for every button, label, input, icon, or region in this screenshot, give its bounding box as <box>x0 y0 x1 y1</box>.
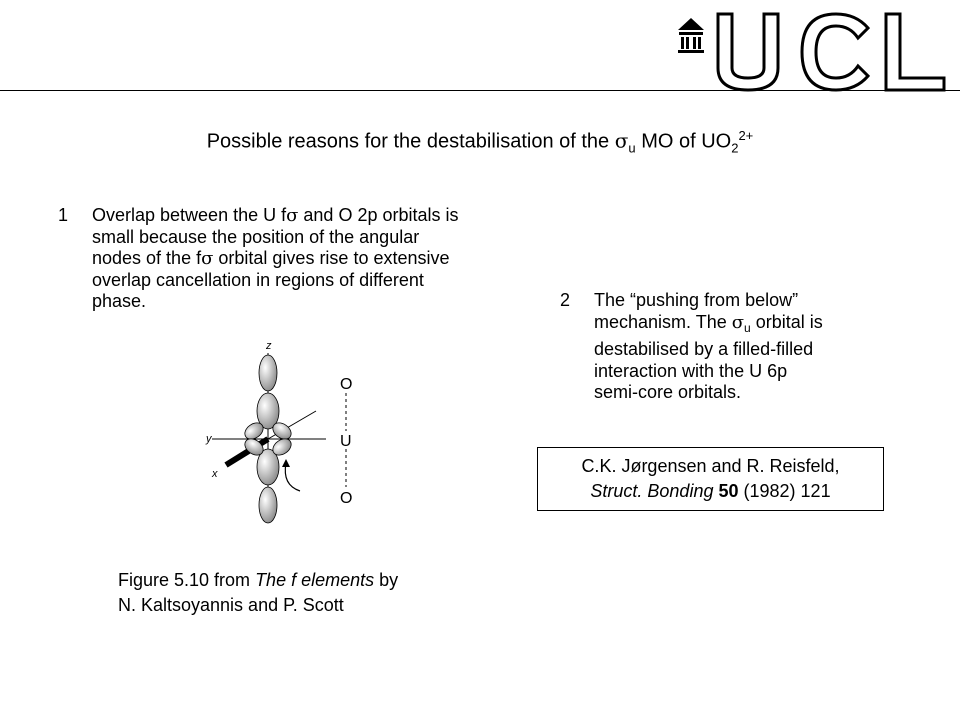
atom-u: U <box>340 433 352 450</box>
logo-text: UCL <box>678 6 681 7</box>
label-x: x <box>212 468 218 480</box>
bottom-outer-lobe <box>259 487 277 523</box>
label-z: z <box>266 340 272 352</box>
portico-icon <box>678 18 704 53</box>
point-1-number: 1 <box>58 205 69 225</box>
f-sigma-orbital-figure <box>190 335 370 525</box>
point-1-text: Overlap between the U fσ and O 2p orbitals is small because the position of the angular nodes of the fσ orbital gives rise to extensive overlap cancellation in regions of different phase. <box>92 205 459 311</box>
rotation-arrow <box>285 463 300 491</box>
point-2-number: 2 <box>560 290 571 310</box>
figure-caption: Figure 5.10 from The f elements by N. Kaltsoyannis and P. Scott <box>118 570 399 615</box>
atom-o-bottom: O <box>340 490 353 507</box>
slide-title: Possible reasons for the destabilisation of the $\sigma_u$ MO of $UO_2^{2+}$ <box>206 128 754 156</box>
label-y: y <box>206 433 212 445</box>
point-2-text: The “pushing from below” mechanism. The $\sigma_u$ orbital is destabilised by a filled-filled interaction with the U 6p semi-core orbitals. <box>594 290 823 402</box>
ucl-wordmark <box>718 14 944 90</box>
rotation-arrowhead <box>282 459 290 467</box>
ucl-logo <box>678 6 954 98</box>
top-outer-lobe <box>259 355 277 391</box>
citation-box: C.K. Jørgensen and R. Reisfeld, Struct. Bonding 50 (1982) 121 <box>537 447 884 511</box>
atom-o-top: O <box>340 376 353 393</box>
